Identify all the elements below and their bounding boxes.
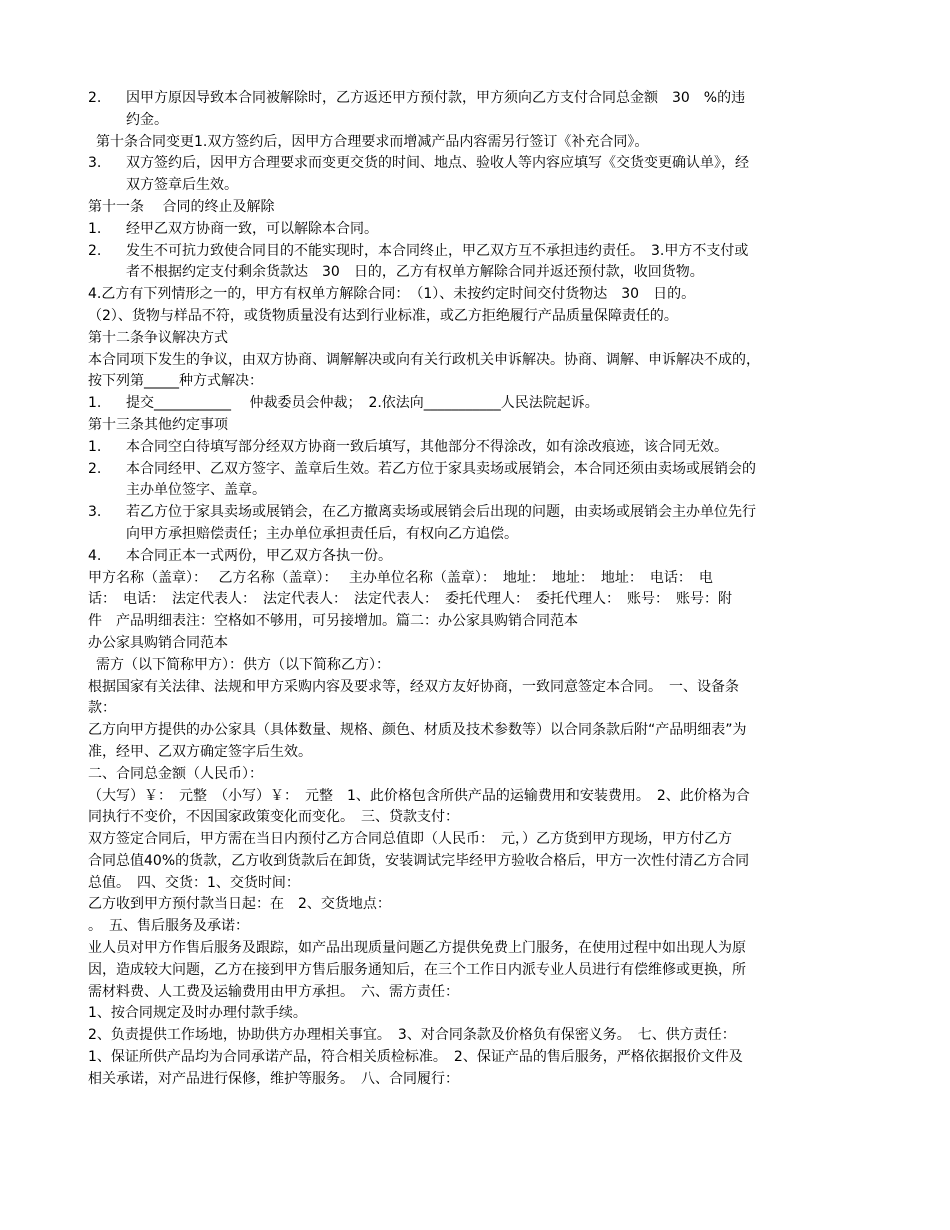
text-line [88, 742, 864, 764]
text-line [88, 1025, 864, 1047]
clause-number: 1. [88, 438, 102, 455]
line-text: 按下列第_____种方式解决： [88, 373, 263, 390]
text-line [88, 219, 864, 241]
line-text: 若乙方位于家具卖场或展销会，在乙方撤离卖场或展销会后出现的问题，由卖场或展销会主办单位先行 [126, 504, 756, 521]
line-text: 本合同项下发生的争议，由双方协商、调解解决或向有关行政机关申诉解决。协商、调解、申诉解决不成的， [88, 351, 760, 368]
text-line [88, 960, 864, 982]
line-text: 二、合同总金额（人民币）： [88, 765, 263, 782]
line-text: 双方签约后，因甲方合理要求而变更交货的时间、地点、验收人等内容应填写《交货变更确认单》，经 [126, 155, 749, 172]
clause-number: 2. [88, 460, 102, 477]
line-text: 2、负责提供工作场地，协助供方办理相关事宜。 3、对合同条款及价格负有保密义务。 七、供方责任： [88, 1027, 736, 1044]
text-line [88, 132, 864, 154]
clause-number: 3. [88, 155, 102, 172]
text-line [88, 764, 864, 786]
text-line [88, 393, 864, 415]
document-page [88, 88, 864, 1091]
line-text: 需材料费、人工费及运输费用由甲方承担。 六、需方责任： [88, 983, 459, 1000]
line-text: 第十三条其他约定事项 [88, 416, 228, 433]
text-line [88, 524, 864, 546]
line-text: 第十条合同变更1.双方签约后，因甲方合理要求而增减产品内容需另行签订《补充合同》。 [96, 133, 649, 150]
text-line [88, 720, 864, 742]
clause-number: 2. [88, 90, 102, 106]
text-line [88, 480, 864, 502]
text-line [88, 88, 864, 110]
line-text: 因甲方原因导致本合同被解除时，乙方返还甲方预付款，甲方须向乙方支付合同总金额 30 %的违 [126, 90, 746, 106]
line-text: 约金。 [126, 111, 168, 128]
text-line [88, 241, 864, 263]
text-line [88, 328, 864, 350]
line-text: 1、保证所供产品均为合同承诺产品，符合相关质检标准。 2、保证产品的售后服务，严格依据报价文件及 [88, 1049, 743, 1066]
line-text: 第十一条 合同的终止及解除 [88, 198, 275, 215]
line-text: 话： 电话： 法定代表人： 法定代表人： 法定代表人： 委托代理人： 委托代理人： 账号： 账号：附 [88, 591, 732, 608]
text-line [88, 110, 864, 132]
line-text: 乙方向甲方提供的办公家具（具体数量、规格、颜色、材质及技术参数等）以合同条款后附“产品明细表”为 [88, 722, 747, 739]
line-text: 款： [88, 700, 116, 717]
text-line [88, 284, 864, 306]
line-text: （2）、货物与样品不符，或货物质量没有达到行业标准，或乙方拒绝履行产品质量保障责任的。 [88, 307, 678, 324]
line-text: 准，经甲、乙双方确定签字后生效。 [88, 743, 312, 760]
line-text: 第十二条争议解决方式 [88, 329, 228, 346]
line-text: 件 产品明细表注：空格如不够用，可另接增加。篇二：办公家具购销合同范本 [88, 613, 578, 630]
text-line [88, 807, 864, 829]
line-text: 根据国家有关法律、法规和甲方采购内容及要求等，经双方友好协商，一致同意签定本合同。 一、设备条 [88, 678, 739, 695]
line-text: 双方签定合同后，甲方需在当日内预付乙方合同总值即（人民币： 元，）乙方货到甲方现场，甲方付乙方 [88, 831, 732, 848]
line-text: 乙方收到甲方预付款当日起：在 2、交货地点： [88, 896, 391, 913]
text-line [88, 350, 864, 372]
text-line [88, 262, 864, 284]
clause-number: 2. [88, 242, 102, 259]
line-text: 发生不可抗力致使合同目的不能实现时，本合同终止，甲乙双方互不承担违约责任。 3.甲方不支付或 [126, 242, 749, 259]
line-text: 合同总值40%的货款，乙方收到货款后在卸货，安装调试完毕经甲方验收合格后，甲方一次性付清乙方合同 [88, 852, 750, 869]
text-line [88, 1047, 864, 1069]
line-text: 向甲方承担赔偿责任；主办单位承担责任后，有权向乙方追偿。 [126, 525, 518, 542]
text-line [88, 698, 864, 720]
line-text: 4.乙方有下列情形之一的，甲方有权单方解除合同： （1）、未按约定时间交付货物达 30 日的。 [88, 286, 696, 303]
line-text: 因，造成较大问题，乙方在接到甲方售后服务通知后，在三个工作日内派专业人员进行有偿维修或更换，所 [88, 961, 746, 978]
text-line [88, 568, 864, 590]
text-line [88, 371, 864, 393]
clause-number: 1. [88, 220, 102, 237]
line-text: 双方签章后生效。 [126, 177, 238, 194]
text-line [88, 786, 864, 808]
line-text: （大写）￥： 元整 （小写）￥： 元整 1、此价格包含所供产品的运输费用和安装费用。 2、此价格为合 [88, 787, 750, 804]
line-text: 者不根据约定支付剩余货款达 30 日的，乙方有权单方解除合同并返还预付款，收回货物。 [126, 264, 704, 281]
text-line [88, 938, 864, 960]
line-text: 需方（以下简称甲方）：供方（以下简称乙方）： [96, 656, 390, 673]
text-line [88, 546, 864, 568]
clause-number: 3. [88, 504, 102, 521]
clause-number: 4. [88, 547, 102, 564]
text-line [88, 437, 864, 459]
line-text: 本合同经甲、乙双方签字、盖章后生效。若乙方位于家具卖场或展销会，本合同还须由卖场或展销会的 [126, 460, 756, 477]
line-text: 本合同正本一式两份，甲乙双方各执一份。 [126, 547, 392, 564]
text-line [88, 1069, 864, 1091]
line-text: 甲方名称（盖章）： 乙方名称（盖章）： 主办单位名称（盖章）： 地址： 地址： 地址： 电话： 电 [88, 569, 713, 586]
line-text: 同执行不变价，不因国家政策变化而变化。 三、贷款支付： [88, 809, 459, 826]
line-text: 经甲乙双方协商一致，可以解除本合同。 [126, 220, 378, 237]
line-text: 提交___________ 仲裁委员会仲裁； 2.依法向___________人民法院起诉。 [126, 395, 599, 412]
line-text: 。 五、售后服务及承诺： [88, 918, 249, 935]
text-line [88, 851, 864, 873]
text-line [88, 916, 864, 938]
text-line [88, 589, 864, 611]
text-line [88, 175, 864, 197]
text-line [88, 655, 864, 677]
text-line [88, 197, 864, 219]
text-line [88, 873, 864, 895]
text-line [88, 894, 864, 916]
line-text: 主办单位签字、盖章。 [126, 482, 266, 499]
text-line [88, 677, 864, 699]
line-text: 本合同空白待填写部分经双方协商一致后填写，其他部分不得涂改，如有涂改痕迹，该合同无效。 [126, 438, 728, 455]
line-text: 总值。 四、交货：1、交货时间： [88, 874, 300, 891]
text-line [88, 829, 864, 851]
line-text: 办公家具购销合同范本 [88, 634, 228, 651]
clause-number: 1. [88, 395, 102, 412]
text-line [88, 153, 864, 175]
line-text: 业人员对甲方作售后服务及跟踪，如产品出现质量问题乙方提供免费上门服务，在使用过程中如出现人为原 [88, 940, 746, 957]
line-text: 1、按合同规定及时办理付款手续。 [88, 1005, 307, 1022]
text-line [88, 306, 864, 328]
line-text: 相关承诺，对产品进行保修，维护等服务。 八、合同履行： [88, 1070, 459, 1087]
text-line [88, 633, 864, 655]
text-line [88, 982, 864, 1004]
text-line [88, 459, 864, 481]
text-line [88, 502, 864, 524]
text-line [88, 611, 864, 633]
text-line [88, 1003, 864, 1025]
text-line [88, 415, 864, 437]
